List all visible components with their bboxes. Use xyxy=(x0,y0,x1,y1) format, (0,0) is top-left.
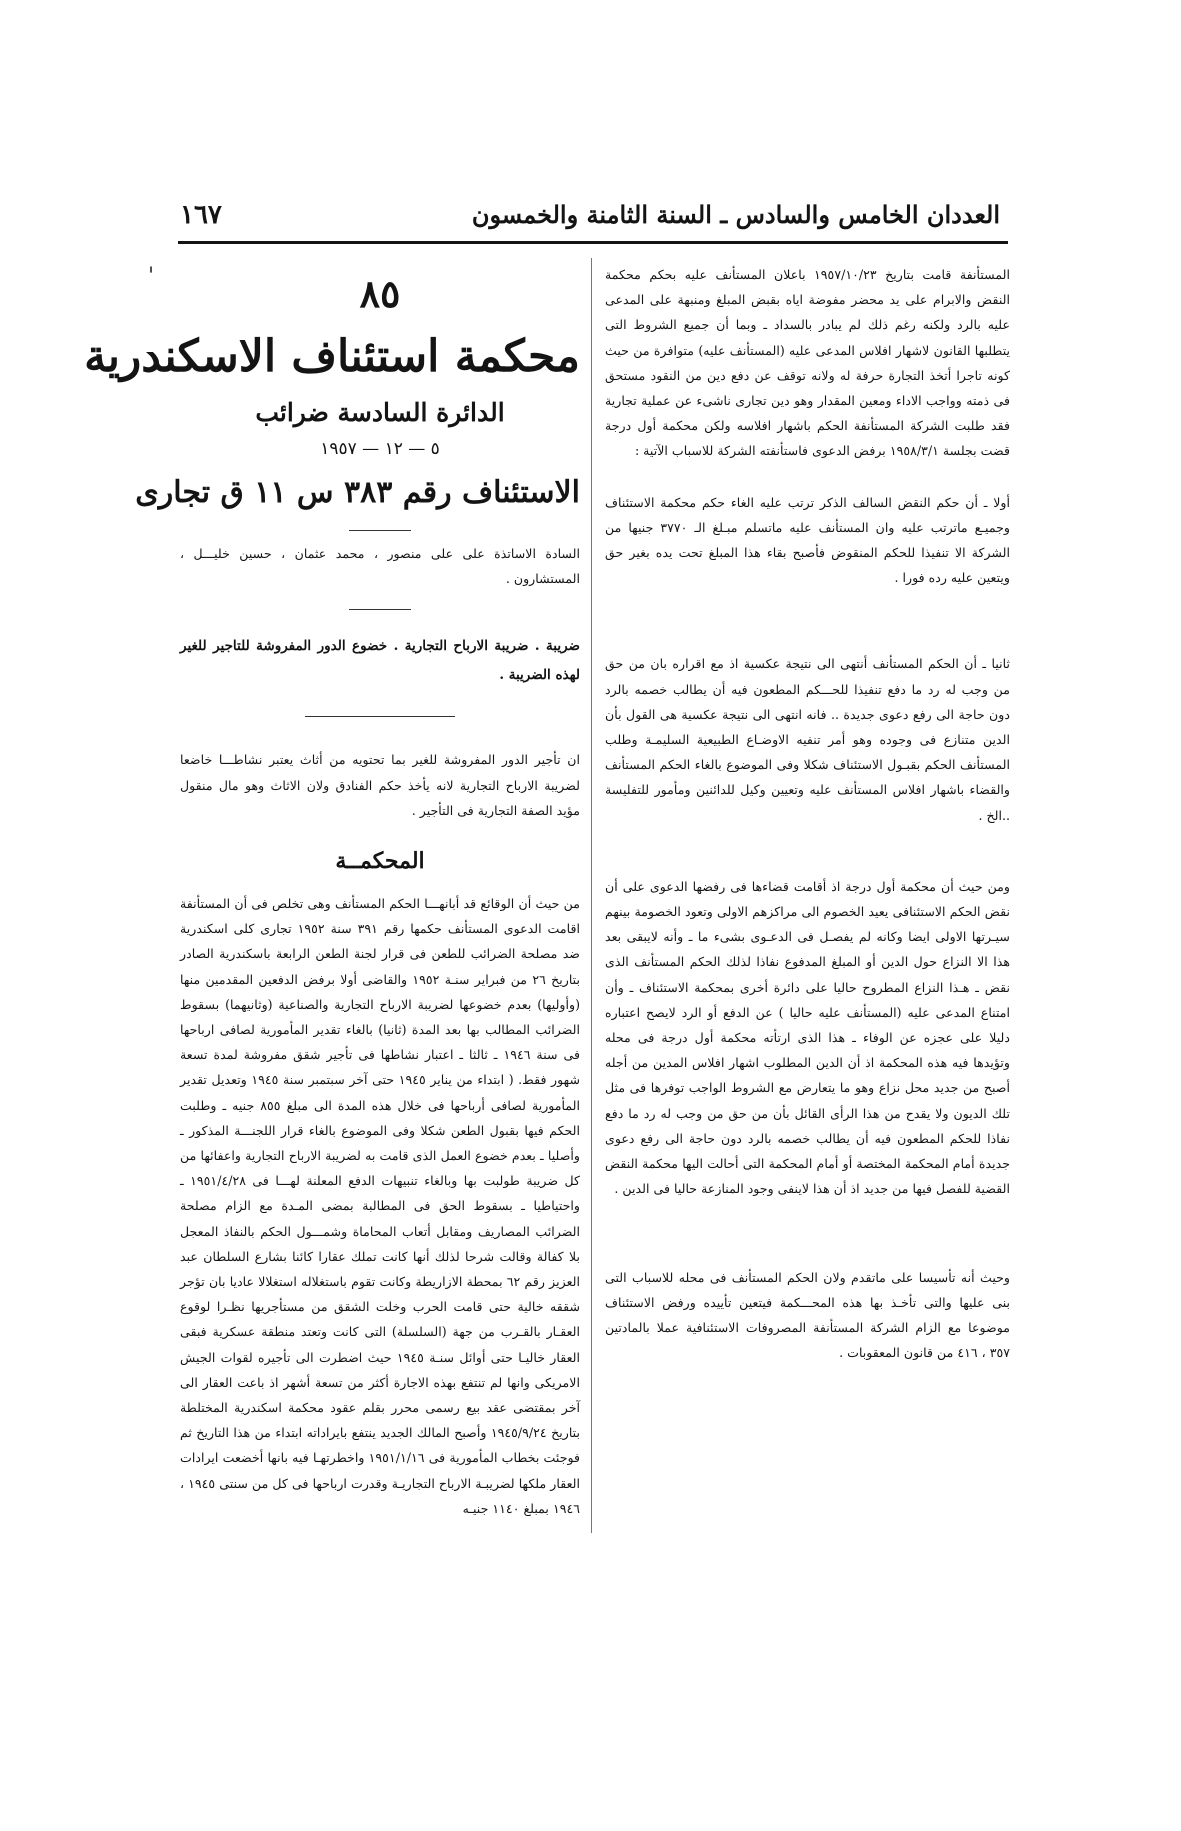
court-name: محكمة استئناف الاسكندرية xyxy=(84,331,580,382)
column-divider xyxy=(591,258,592,1533)
paragraph-ruling: وحيث أنه تأسيسا على ماتقدم ولان الحكم المستأنف فى محله للاسباب التى بنى عليها والتى تأخـذ بها هذه المحـــكمة فيتعين تأييده ورفض الاستئناف موضوعا مع الزام الشركة المستأنفة المصروفات الاستئنافية عملا بالمادتين ٣٥٧ ، ٤١٦ من قانون المعقوبات . xyxy=(605,1269,1010,1361)
margin-mark: ' xyxy=(148,264,155,289)
paragraph-second-reason: ثانيا ـ أن الحكم المستأنف أنتهى الى نتيجة عكسية اذ مع اقراره بان من حق من وجب له رد ما دفع تنفيذا للحـــكم المطعون فيه أن يطالب خصمه بالرد دون حاجة الى رفع دعوى جديدة .. فانه انتهى الى نتيجة عكسية هى القول بأن الدين متنازع فى وجوده وهو أمر تنفيه الاوضـاع الطبيعية السليمـة وطلب المستأنف الحكم بقبـول الاستئناف شكلا وفى الموضوع بالغاء الحكم المستأنف والقضاء باشهار افلاس المستأنف عليه وتعيين وكيل للدائنين ومأمور للتفليسة ..الخ . xyxy=(605,656,1010,823)
running-header xyxy=(180,200,1000,234)
running-title: العددان الخامس والسادس ـ السنة الثامنة والخمسون xyxy=(471,200,1000,229)
right-column xyxy=(605,262,1010,1365)
header-rule xyxy=(178,241,1008,244)
divider xyxy=(349,530,411,531)
paragraph-execution: المستأنفة قامت بتاريخ ١٩٥٧/١٠/٢٣ باعلان المستأنف عليه بحكم محكمة النقض والابرام على يد محضر مفوضة اياه بقبض المبلغ ومنبهة على المدعى عليه بالرد ولكنه رغم ذلك لم يبادر بالسداد ـ وبما أن جميع الشروط التى يتطلبها القانون لاشهار افلاس المدعى عليه (المستأنف عليه) متوافرة من حيث كونه تاجرا أتخذ التجارة حرفة له ولانه توقف عن دفع دين من النقود مستحق فى ذمته وواجب الاداء ومعين المقدار وهو دين تجارى ناشىء عن عملية تجارية فقد طلبت الشركة المستأنفة الحكم باشهار افلاسه ولكن محكمة أول درجة قضت بجلسة ١٩٥٨/٣/١ برفض الدعوى فاستأنفته الشركة للاسباب الآتية : xyxy=(605,267,1010,459)
appeal-number: الاستئناف رقم ٣٨٣ س ١١ ق تجارى xyxy=(135,475,580,510)
judges-list: السادة الاساتذة على على منصور ، محمد عثمان ، حسين خليـــل ، المستشارون . xyxy=(180,546,580,587)
paragraph-first-reason: أولا ـ أن حكم النقض السالف الذكر ترتب عليه الغاء حكم محكمة الاستئناف وجميـع ماترتب عليه وان المستأنف عليه ماتسلم مبـلغ الـ ٣٧٧٠ جنيها من الشركة الا تنفيذا للحكم المنقوض فأصبح بقاء هذا المبلغ تحت يده بغير حق ويتعين عليه رده فورا . xyxy=(605,494,1010,586)
judgment-facts: من حيث أن الوقائع قد أبانهـــا الحكم المستأنف وهى تخلص فى أن المستأنفة اقامت الدعوى المستأنف حكمها رقم ٣٩١ سنة ١٩٥٢ تجارى كلى اسكندرية ضد مصلحة الضرائب للطعن فى قرار لجنة الطعن الرابعة باسكندرية الصادر بتاريخ ٢٦ من فبراير سنـة ١٩٥٢ والقاضى أولا برفض الدفعين المقدمين منها (وأوليها) بعدم خضوعها لضريبة الارباح التجارية والصناعية (وثانيهما) بسقوط الضرائب المطالب بها بعد المدة (ثانيا) بالغاء تقدير المأمورية لصافى ارباحها فى سنة ١٩٤٦ ـ ثالثا ـ اعتبار نشاطها فى تأجير شقق مفروشة لمدة تسعة شهور فقط. ( ابتداء من يناير ١٩٤٥ حتى آخر سبتمبر سنة ١٩٤٥ وتعديل تقدير المأمورية لصافى أرباحها فى خلال هذه المدة الى مبلغ ٨٥٥ جنيه ـ وطلبت الحكم فيها بقبول الطعن شكلا وفى الموضوع بالغاء قرار اللجنـــة المذكور ـ وأصليا ـ بعدم خضوع العمل الذى قامت به لضريبة الارباح التجارية واعفائها من كل ضريبة طولبت بها وبالغاء تنبيهات الدفع المعلنة لهـــا فى ١٩٥١/٤/٢٨ ـ واحتياطيا ـ بسقوط الحق فى المطالبة بمضى المـدة مع الزام مصلحة الضرائب المصاريف ومقابل أتعاب المحاماة وشمـــول الحكم بالنفاذ المعجل بلا كفالة وقالت شرحا لذلك أنها كانت تملك عقارا كائنا بشارع السلطان عبد العزيز رقم ٦٢ بمحطة الازاريطة وكانت تقوم باستغلاله استغلالا عاديا بان تؤجر شققه خالية حتى قامت الحرب وخلت الشقق من مستأجريها نظـرا لوقوع العقـار بالقـرب من جهة (السلسلة) التى كانت وتعتد منطقة عسكرية فبقى العقار خاليـا حتى أوائل سنـة ١٩٤٥ حيث اضطرت الى تأجيره لقوات الجيش الامريكى وانها لم تنتفع بهذه الاجارة أكثر من تسعة أشهر اذ باعت العقار الى آخر بمقتضى عقد بيع رسمى محرر بقلم عقود محكمة اسكندرية المختلطة بتاريخ ١٩٤٥/٩/٢٤ وأصبح المالك الجديد ينتفع بايراداته ابتداء من هذا التاريخ ثم فوجئت بخطاب المأمورية فى ١٩٥١/١/١٦ واخطرتهـا فيه بانها أخضعت ايرادات العقار ملكها لضريبـة الارباح التجاريـة وقدرت ارباحها فى كل من سنتى ١٩٤٥ ، ١٩٤٦ بمبلغ ١١٤٠ جنيـه xyxy=(180,896,580,1516)
left-column xyxy=(84,268,580,1521)
court-circuit: الدائرة السادسة ضرائب xyxy=(255,398,505,427)
case-number: ٨٥ xyxy=(359,271,401,316)
legal-summary: ان تأجير الدور المفروشة للغير بما تحتويه من أثاث يعتبر نشاطـــا خاضعا لضريبة الارباح التجارية لانه يأخذ حكم الفنادق ولان الاثاث وهو مال منقول مؤيد الصفة التجارية فى التأجير . xyxy=(180,752,580,818)
divider xyxy=(305,716,455,717)
keywords: ضريبة . ضريبة الارباح التجارية . خضوع الدور المفروشة للتاجير للغير لهذه الضريبة . xyxy=(180,638,580,684)
paragraph-court-reasoning: ومن حيث أن محكمة أول درجة اذ أقامت قضاءها فى رفضها الدعوى على أن نقض الحكم الاستئنافى يعيد الخصوم الى مراكزهم الاولى وتعود الخصومة بينهم سيـرتها الاولى ايضا وكانه لم يفصـل فى الدعـوى بشىء ما ـ وأنه لايبقى بعد هذا الا النزاع حول الدين أو المبلغ المدفوع نفاذا لذلك الحكم المستأنف الذى نقض ـ هـذا النزاع المطروح حاليا على دائرة أخرى بمحكمة الاستئناف ـ وأن امتناع المدعى عليه (المستأنف عليه حاليا ) عن الدفع أو الرد لايصح اعتباره دليلا على عجزه عن الوفاء ـ هذا الذى ارتأته محكمة أول درجة فى محله وتؤيدها فيه هذه المحكمة اذ أن الدين المطلوب اشهار افلاس المدين من أجله أصبح من جديد محل نزاع وهو ما يتعارض مع الشروط الواجب توفرها فى مثل تلك الديون ولا يقدح من هذا الرأى القائل بأن من حق من وجب له رد ما دفع نفاذا للحكم المطعون فيه أن يطالب خصمه بالرد دون حاجة الى رفع دعوى جديدة أمام المحكمة المختصة أو أمام المحكمة التى أحالت اليها محكمة النقض القضية للفصل فيها من جديد اذ أن هذا لاينفى وجود المنازعة حاليا فى الدين . xyxy=(605,878,1010,1197)
judgment-date: ٥ — ١٢ — ١٩٥٧ xyxy=(320,439,440,459)
judgment-heading: المحكمــة xyxy=(335,848,425,875)
page-number: ١٦٧ xyxy=(180,200,222,230)
divider xyxy=(349,609,411,610)
